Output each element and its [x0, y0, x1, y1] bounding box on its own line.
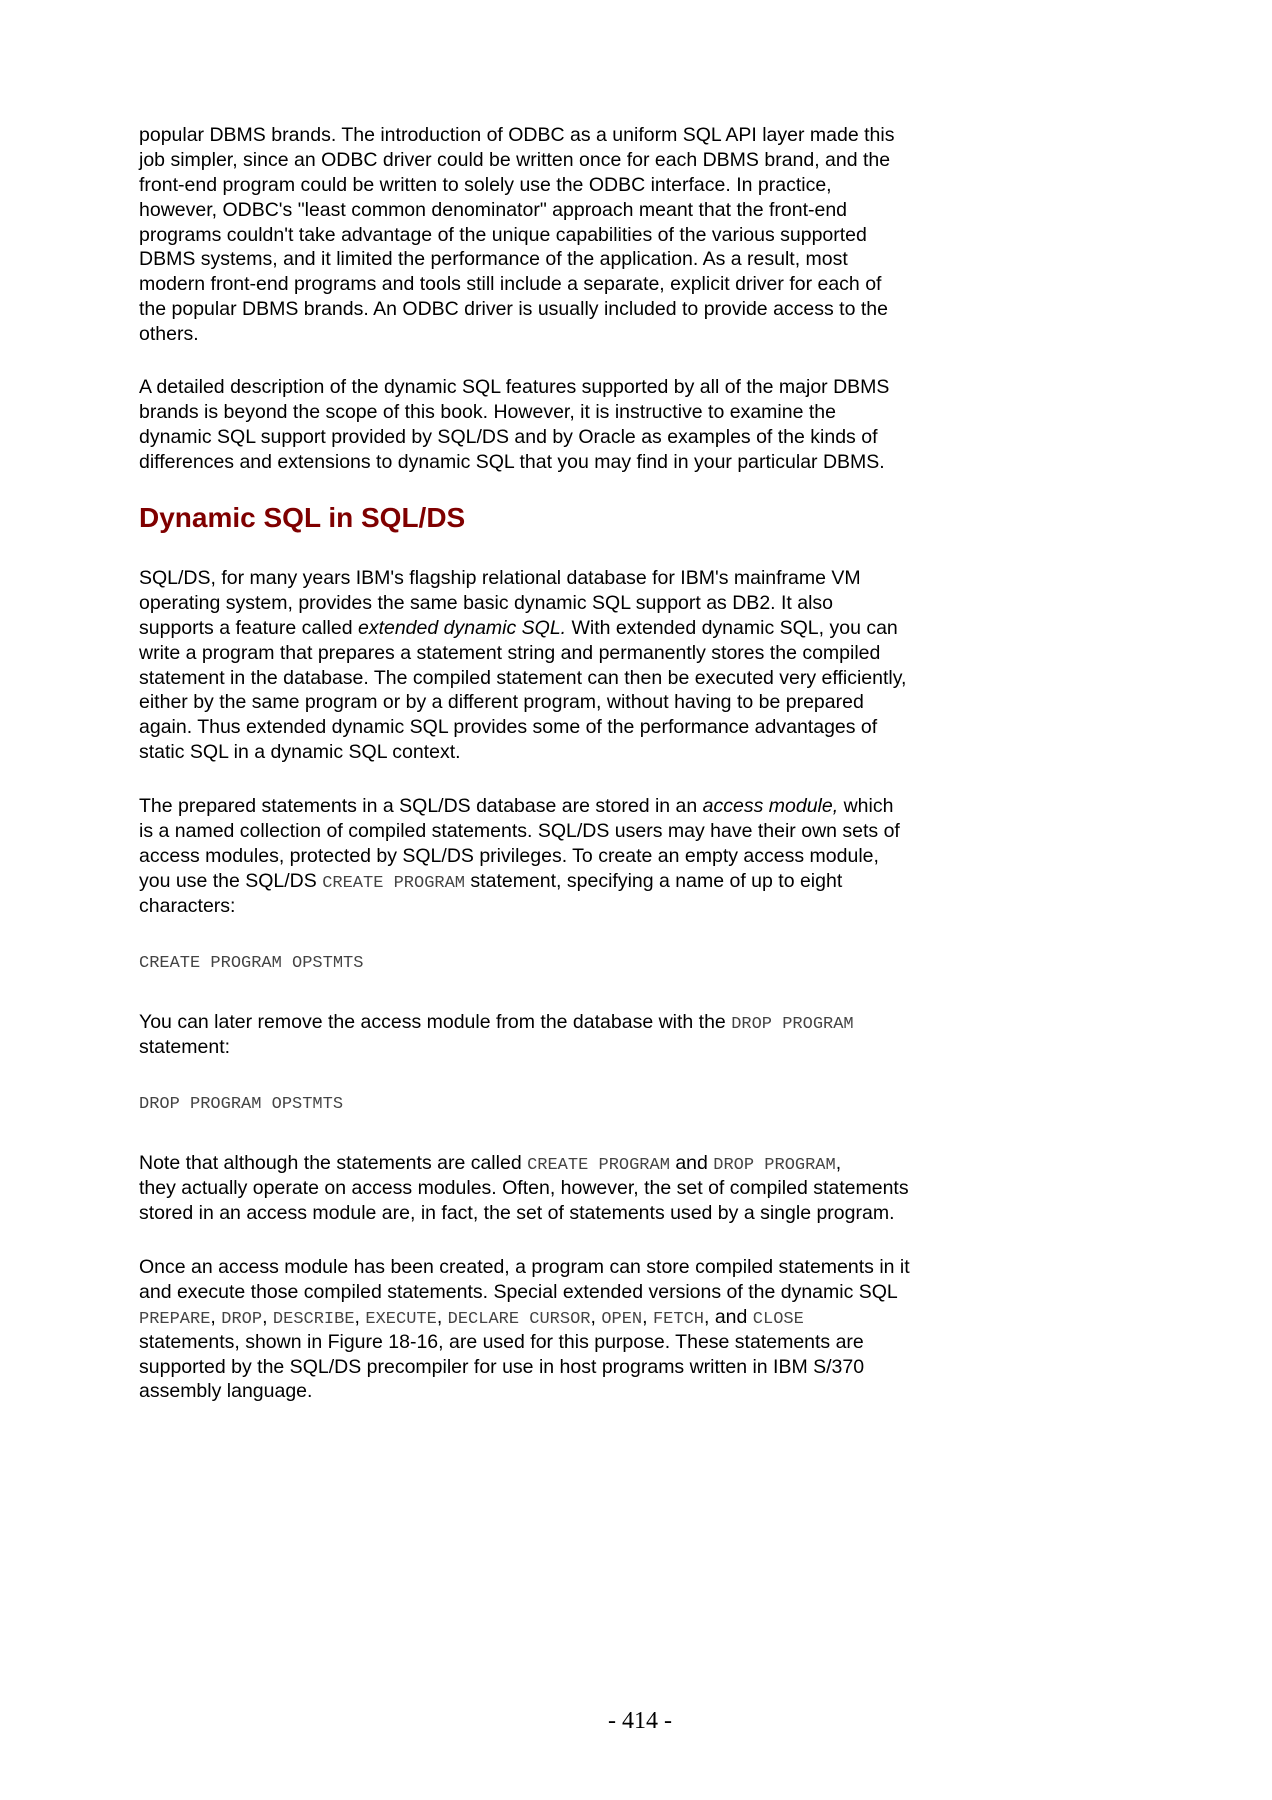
text-run: ,: [590, 1305, 602, 1328]
text-line: [139, 1176, 909, 1201]
code-text: PREPARE: [139, 1309, 211, 1329]
text-run: access modules, protected by SQL/DS privileges. To create an empty access module,: [139, 844, 879, 867]
text-run: supported by the SQL/DS precompiler for use in host programs written in IBM S/370: [139, 1355, 865, 1378]
code-text: DROP PROGRAM OPSTMTS: [139, 1095, 344, 1114]
text-line: [139, 1201, 909, 1226]
italic-text: access module,: [702, 795, 839, 817]
text-line: [139, 566, 906, 591]
code-create: [139, 949, 363, 974]
text-run: supports a feature called: [139, 616, 358, 639]
code-drop: [139, 1090, 343, 1115]
text-run: A detailed description of the dynamic SQL features supported by all of the major DBMS: [139, 376, 890, 398]
text-line: [139, 844, 900, 869]
code-text: CREATE PROGRAM: [527, 1156, 670, 1175]
text-line: [139, 819, 900, 844]
para-odbc: [139, 123, 894, 347]
text-line: [139, 616, 906, 641]
text-run: With extended dynamic SQL, you can: [566, 616, 898, 639]
code-text: DESCRIBE: [272, 1309, 355, 1329]
text-line: [139, 641, 906, 666]
text-line: [139, 1010, 854, 1035]
text-run: statement, specifying a name of up to eight: [465, 869, 843, 892]
text-line: [139, 425, 889, 450]
text-line: [139, 198, 894, 223]
text-line: [139, 690, 906, 715]
text-run: static SQL in a dynamic SQL context.: [139, 741, 461, 764]
code-text: CREATE PROGRAM: [322, 873, 466, 893]
text-line: [139, 400, 889, 425]
text-run: ,: [835, 1152, 842, 1174]
text-run: they actually operate on access modules. Often, however, the set of compiled statements: [139, 1176, 909, 1199]
text-run: others.: [139, 323, 199, 346]
text-run: programs couldn't take advantage of the unique capabilities of the various supported: [139, 223, 867, 246]
text-run: brands is beyond the scope of this book. However, it is instructive to examine the: [139, 400, 836, 423]
text-run: SQL/DS, for many years IBM's flagship relational database for IBM's mainframe VM: [139, 567, 861, 589]
text-run: operating system, provides the same basic dynamic SQL support as DB2. It also: [139, 591, 834, 614]
text-line: [139, 666, 906, 691]
text-line: [139, 1330, 910, 1355]
text-run: ,: [262, 1305, 273, 1328]
text-run: stored in an access module are, in fact, the set of statements used by a single program.: [139, 1201, 895, 1224]
text-line: [139, 297, 894, 322]
text-run: statements, shown in Figure 18-16, are used for this purpose. These statements are: [139, 1330, 864, 1353]
text-run: and: [669, 1152, 714, 1174]
text-run: ,: [436, 1305, 448, 1328]
code-text: CLOSE: [752, 1309, 804, 1329]
text-line: [139, 715, 906, 740]
code-text: OPEN: [601, 1309, 643, 1329]
text-run: is a named collection of compiled statements. SQL/DS users may have their own sets of: [139, 819, 900, 842]
text-line: [139, 272, 894, 297]
text-line: [139, 247, 894, 272]
text-run: dynamic SQL support provided by SQL/DS and by Oracle as examples of the kinds of: [139, 425, 878, 448]
text-line: [139, 148, 894, 173]
code-text: EXECUTE: [365, 1309, 437, 1329]
text-line: [139, 794, 900, 819]
para-drop: [139, 1010, 854, 1060]
text-line: [139, 1280, 910, 1305]
text-run: you use the SQL/DS: [139, 869, 323, 892]
text-run: characters:: [139, 894, 236, 917]
text-line: [139, 1151, 909, 1176]
text-run: , and: [704, 1305, 753, 1328]
code-text: FETCH: [652, 1309, 704, 1329]
text-run: popular DBMS brands. The introduction of ODBC as a uniform SQL API layer made this: [139, 124, 895, 146]
para-once: [139, 1255, 910, 1404]
text-line: [139, 869, 900, 894]
text-run: and execute those compiled statements. Special extended versions of the dynamic SQL: [139, 1280, 898, 1303]
text-run: differences and extensions to dynamic SQL that you may find in your particular DBMS.: [139, 450, 885, 473]
text-run: modern front-end programs and tools still include a separate, explicit driver for each of: [139, 273, 882, 296]
para-access-module: [139, 794, 900, 918]
text-line: [139, 1255, 910, 1280]
code-text: DECLARE CURSOR: [447, 1309, 591, 1329]
text-line: [139, 1355, 910, 1380]
text-line: [139, 591, 906, 616]
text-run: which: [838, 795, 894, 817]
text-run: job simpler, since an ODBC driver could be written once for each DBMS brand, and the: [139, 148, 891, 171]
text-line: [139, 450, 889, 475]
text-line: [139, 322, 894, 347]
code-text: DROP PROGRAM: [731, 1015, 854, 1034]
text-run: front-end program could be written to solely use the ODBC interface. In practice,: [139, 173, 832, 196]
text-run: the popular DBMS brands. An ODBC driver is usually included to provide access to the: [139, 298, 888, 321]
text-line: [139, 173, 894, 198]
text-run: again. Thus extended dynamic SQL provides some of the performance advantages of: [139, 716, 878, 739]
text-line: [139, 1090, 343, 1115]
code-text: DROP PROGRAM: [713, 1156, 836, 1175]
text-run: statement in the database. The compiled statement can then be executed very efficiently,: [139, 666, 907, 689]
text-line: [139, 1305, 910, 1330]
para-scope: [139, 375, 889, 475]
text-run: ,: [642, 1305, 653, 1328]
text-run: The prepared statements in a SQL/DS database are stored in an: [139, 795, 703, 817]
text-line: [139, 223, 894, 248]
para-note: [139, 1151, 909, 1226]
text-run: however, ODBC's "least common denominator" approach meant that the front-end: [139, 198, 848, 221]
text-run: Once an access module has been created, a program can store compiled statements in it: [139, 1256, 910, 1278]
italic-text: extended dynamic SQL.: [357, 616, 567, 639]
text-run: either by the same program or by a different program, without having to be prepared: [139, 691, 864, 714]
text-line: [139, 949, 363, 974]
text-line: [139, 1035, 854, 1060]
para-sqlds: [139, 566, 906, 765]
text-run: assembly language.: [139, 1380, 313, 1403]
text-run: write a program that prepares a statement string and permanently stores the compiled: [139, 641, 881, 664]
text-line: [139, 1379, 910, 1404]
text-run: ,: [354, 1305, 366, 1328]
text-line: [139, 740, 906, 765]
text-line: [139, 894, 900, 919]
section-heading: Dynamic SQL in SQL/DS: [139, 502, 466, 533]
code-text: CREATE PROGRAM OPSTMTS: [139, 954, 364, 973]
text-line: [139, 375, 889, 400]
text-run: statement:: [139, 1035, 231, 1058]
text-run: DBMS systems, and it limited the performance of the application. As a result, most: [139, 248, 848, 271]
text-line: [139, 123, 894, 148]
text-run: ,: [210, 1305, 222, 1328]
code-text: DROP: [221, 1309, 263, 1329]
page-number: - 414 -: [608, 1708, 672, 1734]
text-run: Note that although the statements are called: [139, 1152, 528, 1174]
text-run: You can later remove the access module from the database with the: [139, 1011, 732, 1033]
